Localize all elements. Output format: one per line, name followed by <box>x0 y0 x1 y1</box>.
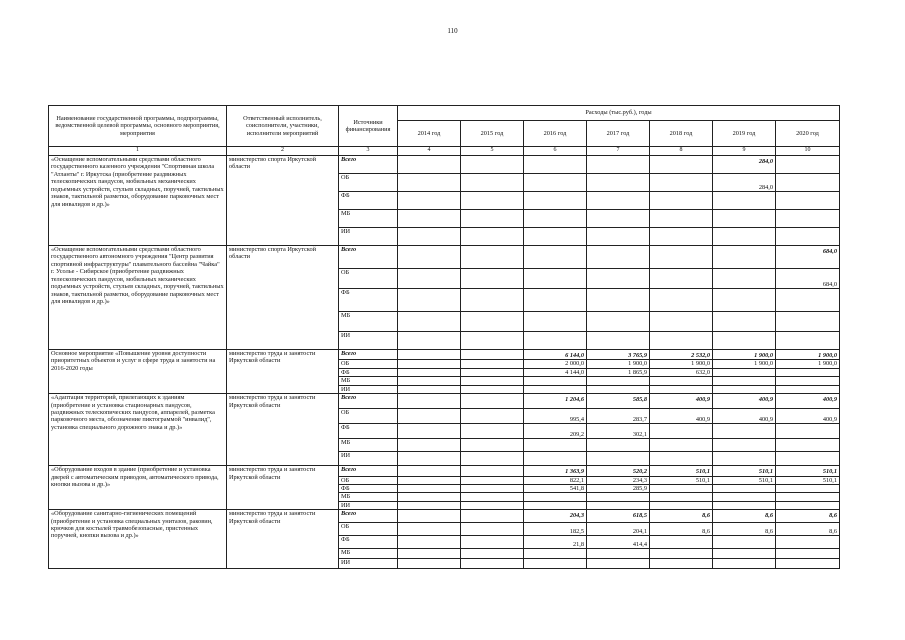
expense-value <box>398 228 461 246</box>
header-year: 2014 год <box>398 121 461 147</box>
column-number: 2 <box>227 147 339 156</box>
expense-value <box>776 228 840 246</box>
expense-value: 1 865,9 <box>587 368 650 376</box>
expense-value: 2 000,0 <box>524 360 587 368</box>
funding-source: ИИ <box>339 559 398 569</box>
funding-source: Всего <box>339 394 398 409</box>
expense-value <box>461 156 524 174</box>
expense-value <box>650 501 713 509</box>
expense-value: 510,1 <box>650 466 713 476</box>
expense-value: 8,6 <box>713 523 776 536</box>
funding-source: Всего <box>339 156 398 174</box>
activity-name: «Оснащение вспомогательными средствами областного государственного автономного учреждения "Центр развития спортивной инфраструктуры" плавательного бассейна "Чайка" г. Усолье - Сибирское (приобретение раздвижных телескопических пандусов, мобильных механических подъемных устройств, стульев складных, поручней, тактильных знаков, тактильной разметки, оборудование парковочных мест для инвалидов и др.)» <box>49 246 227 350</box>
funding-source: ИИ <box>339 228 398 246</box>
expense-value <box>587 210 650 228</box>
expense-value <box>587 246 650 269</box>
expense-value <box>398 210 461 228</box>
expense-value <box>398 394 461 409</box>
expense-value: 400,9 <box>713 394 776 409</box>
expense-value <box>461 424 524 439</box>
expense-value <box>587 192 650 210</box>
expense-value: 209,2 <box>524 424 587 439</box>
expense-value <box>524 156 587 174</box>
table-row <box>49 156 840 174</box>
responsible-executor: министерство труда и занятости Иркутской области <box>227 510 339 569</box>
header-year: 2015 год <box>461 121 524 147</box>
expense-value <box>713 501 776 509</box>
expense-value <box>461 476 524 484</box>
expense-value: 284,0 <box>713 174 776 192</box>
expense-value <box>587 549 650 559</box>
expense-value <box>713 549 776 559</box>
funding-source: ОБ <box>339 523 398 536</box>
expense-value <box>461 377 524 385</box>
funding-source: ФБ <box>339 192 398 210</box>
table-row <box>49 466 840 476</box>
column-number: 4 <box>398 147 461 156</box>
expense-value <box>776 439 840 452</box>
expense-value <box>776 192 840 210</box>
expense-value <box>713 377 776 385</box>
expense-value: 632,0 <box>650 368 713 376</box>
activity-name: «Адаптация территорий, прилегающих к зданиям (приобретение и установка стационарных пандусов, раздвижных телескопических пандусов, аппарелей, разметка парковочного места, обозначение пиктограммой "инвалид", установка специального дорожного знака и др.)» <box>49 394 227 466</box>
expense-value <box>461 312 524 332</box>
expense-value <box>461 228 524 246</box>
activity-name: «Оснащение вспомогательными средствами областного государственного казенного учреждения "Спортивная школа "Атланты" г. Иркутска (приобретение раздвижных телескопических пандусов, мобильных механических подъемных устройств, стульев складных, поручней, тактильных знаков, тактильной разметки, оборудование парковочных мест для инвалидов и др.)» <box>49 156 227 246</box>
expense-value <box>461 501 524 509</box>
responsible-executor: министерство труда и занятости Иркутской области <box>227 466 339 510</box>
expense-value <box>776 452 840 466</box>
expense-value <box>587 452 650 466</box>
expense-value: 400,9 <box>650 394 713 409</box>
expense-value <box>398 174 461 192</box>
expense-value <box>776 493 840 501</box>
funding-source: ИИ <box>339 452 398 466</box>
expense-value <box>524 289 587 312</box>
expense-value <box>713 289 776 312</box>
expense-value <box>461 510 524 523</box>
expense-value: 1 900,0 <box>650 360 713 368</box>
expense-value <box>461 350 524 360</box>
funding-source: ИИ <box>339 332 398 350</box>
funding-source: ОБ <box>339 174 398 192</box>
expense-value <box>461 452 524 466</box>
expense-value: 684,0 <box>776 269 840 289</box>
expense-value: 1 900,0 <box>713 350 776 360</box>
expense-value <box>650 269 713 289</box>
expense-value: 541,8 <box>524 484 587 492</box>
expense-value: 1 900,0 <box>587 360 650 368</box>
funding-source: ОБ <box>339 269 398 289</box>
expense-value <box>524 332 587 350</box>
expense-value <box>776 536 840 549</box>
table-row <box>49 350 840 360</box>
expense-value <box>524 501 587 509</box>
expense-value: 234,3 <box>587 476 650 484</box>
expense-value <box>461 439 524 452</box>
expense-value <box>713 536 776 549</box>
expense-value <box>398 409 461 424</box>
expense-value <box>713 246 776 269</box>
expense-value: 283,7 <box>587 409 650 424</box>
expense-value <box>587 228 650 246</box>
expense-value <box>713 493 776 501</box>
expense-value <box>524 246 587 269</box>
expense-value: 510,1 <box>713 466 776 476</box>
expense-value <box>713 385 776 393</box>
expense-value: 400,9 <box>776 409 840 424</box>
expense-value <box>461 174 524 192</box>
funding-source: ФБ <box>339 484 398 492</box>
expense-value <box>587 174 650 192</box>
expense-value <box>461 523 524 536</box>
expense-value <box>776 174 840 192</box>
expense-value <box>650 439 713 452</box>
expense-value: 8,6 <box>650 523 713 536</box>
expense-value <box>461 484 524 492</box>
expense-value <box>650 484 713 492</box>
expense-value <box>398 289 461 312</box>
expense-value <box>524 385 587 393</box>
expense-value <box>524 549 587 559</box>
expense-value <box>398 452 461 466</box>
expense-value <box>398 360 461 368</box>
funding-source: Всего <box>339 246 398 269</box>
expense-value <box>713 368 776 376</box>
funding-source: ФБ <box>339 424 398 439</box>
expense-value <box>398 156 461 174</box>
expense-value <box>650 424 713 439</box>
expense-value <box>398 466 461 476</box>
funding-source: МБ <box>339 549 398 559</box>
expense-value: 8,6 <box>776 510 840 523</box>
expense-value <box>398 269 461 289</box>
expense-value <box>398 385 461 393</box>
expense-value <box>713 452 776 466</box>
expense-value: 520,2 <box>587 466 650 476</box>
expense-value <box>524 559 587 569</box>
expense-value <box>650 192 713 210</box>
expense-value <box>587 312 650 332</box>
expense-value <box>398 484 461 492</box>
expense-value <box>398 493 461 501</box>
expense-value <box>398 559 461 569</box>
expense-value <box>524 228 587 246</box>
expense-value <box>587 289 650 312</box>
header-year: 2016 год <box>524 121 587 147</box>
expense-value <box>713 424 776 439</box>
expense-value <box>587 493 650 501</box>
funding-source: ОБ <box>339 360 398 368</box>
expense-value <box>650 549 713 559</box>
expense-value: 285,9 <box>587 484 650 492</box>
activity-name: «Оборудование санитарно-гигиенических помещений (приобретение и установка специальных унитазов, раковин, крючков для костылей травмобезопасные, пристенных поручней, кнопки вызова и др.)» <box>49 510 227 569</box>
expense-value <box>650 228 713 246</box>
expense-value <box>776 210 840 228</box>
column-number: 3 <box>339 147 398 156</box>
table-row <box>49 246 840 269</box>
expense-value: 8,6 <box>776 523 840 536</box>
expense-value: 8,6 <box>650 510 713 523</box>
expense-value <box>587 332 650 350</box>
expense-value: 21,8 <box>524 536 587 549</box>
expense-value <box>650 452 713 466</box>
column-number: 7 <box>587 147 650 156</box>
expense-value <box>524 312 587 332</box>
expense-value: 1 900,0 <box>713 360 776 368</box>
expense-value <box>398 192 461 210</box>
expense-value <box>713 439 776 452</box>
expense-value: 822,1 <box>524 476 587 484</box>
expense-value <box>398 510 461 523</box>
expense-value <box>587 269 650 289</box>
table-row <box>49 394 840 409</box>
expense-value: 1 900,0 <box>776 350 840 360</box>
expense-value <box>461 394 524 409</box>
responsible-executor: министерство спорта Иркутской области <box>227 246 339 350</box>
expense-value <box>398 377 461 385</box>
table-row <box>49 510 840 523</box>
expense-value <box>776 289 840 312</box>
expense-value <box>461 466 524 476</box>
expense-value <box>713 192 776 210</box>
funding-source: ИИ <box>339 385 398 393</box>
funding-source: МБ <box>339 210 398 228</box>
expense-value <box>461 192 524 210</box>
expense-value: 510,1 <box>713 476 776 484</box>
expense-value <box>650 559 713 569</box>
expense-value: 510,1 <box>776 466 840 476</box>
funding-source: МБ <box>339 439 398 452</box>
expense-value <box>713 559 776 569</box>
column-number: 6 <box>524 147 587 156</box>
expense-value: 1 900,0 <box>776 360 840 368</box>
expense-value: 3 765,9 <box>587 350 650 360</box>
expense-value <box>524 210 587 228</box>
header-year: 2017 год <box>587 121 650 147</box>
header-year: 2020 год <box>776 121 840 147</box>
expense-value <box>524 269 587 289</box>
expense-value: 1 363,9 <box>524 466 587 476</box>
funding-source: МБ <box>339 493 398 501</box>
expense-value: 204,1 <box>587 523 650 536</box>
column-number: 9 <box>713 147 776 156</box>
expense-value <box>461 559 524 569</box>
expense-value <box>461 289 524 312</box>
expense-value <box>398 439 461 452</box>
expense-value: 204,3 <box>524 510 587 523</box>
budget-table <box>48 105 840 569</box>
expense-value <box>461 385 524 393</box>
funding-source: Всего <box>339 350 398 360</box>
expense-value <box>776 385 840 393</box>
activity-name: «Оборудование входов в здание (приобретение и установка дверей с автоматическим приводом, автоматического привода, кнопки вызова и др.)» <box>49 466 227 510</box>
header-name-column: Наименование государственной программы, подпрограммы, ведомственной целевой программы, основного мероприятия, мероприятия <box>49 106 227 147</box>
column-number: 10 <box>776 147 840 156</box>
expense-value <box>461 493 524 501</box>
header-source-column: Источники финансирования <box>339 106 398 147</box>
expense-value <box>398 549 461 559</box>
expense-value <box>776 549 840 559</box>
expense-value <box>776 312 840 332</box>
expense-value <box>650 156 713 174</box>
expense-value <box>398 332 461 350</box>
expense-value <box>713 269 776 289</box>
expense-value: 400,9 <box>713 409 776 424</box>
expense-value <box>587 156 650 174</box>
expense-value: 2 532,0 <box>650 350 713 360</box>
expense-value <box>524 192 587 210</box>
expense-value <box>713 210 776 228</box>
expense-value <box>524 493 587 501</box>
expense-value <box>650 246 713 269</box>
expense-value <box>713 332 776 350</box>
funding-source: ФБ <box>339 368 398 376</box>
expense-value: 4 144,0 <box>524 368 587 376</box>
expense-value: 684,0 <box>776 246 840 269</box>
expense-value: 400,9 <box>776 394 840 409</box>
expense-value <box>398 312 461 332</box>
expense-value <box>398 350 461 360</box>
expense-value <box>587 439 650 452</box>
expense-value: 400,9 <box>650 409 713 424</box>
column-number: 1 <box>49 147 227 156</box>
expense-value <box>398 246 461 269</box>
funding-source: МБ <box>339 377 398 385</box>
expense-value <box>650 536 713 549</box>
expense-value <box>650 385 713 393</box>
responsible-executor: министерство труда и занятости Иркутской области <box>227 350 339 394</box>
funding-source: ИИ <box>339 501 398 509</box>
expense-value <box>776 332 840 350</box>
expense-value <box>398 424 461 439</box>
expense-value <box>398 368 461 376</box>
expense-value <box>776 156 840 174</box>
expense-value <box>524 174 587 192</box>
expense-value <box>461 210 524 228</box>
expense-value <box>461 549 524 559</box>
responsible-executor: министерство труда и занятости Иркутской области <box>227 394 339 466</box>
funding-source: ФБ <box>339 536 398 549</box>
expense-value: 6 144,0 <box>524 350 587 360</box>
header-year: 2019 год <box>713 121 776 147</box>
header-year: 2018 год <box>650 121 713 147</box>
expense-value <box>461 409 524 424</box>
expense-value <box>650 174 713 192</box>
expense-value <box>776 368 840 376</box>
expense-value <box>776 501 840 509</box>
expense-value <box>650 312 713 332</box>
expense-value <box>587 385 650 393</box>
expense-value <box>776 377 840 385</box>
expense-value <box>524 377 587 385</box>
responsible-executor: министерство спорта Иркутской области <box>227 156 339 246</box>
expense-value <box>650 377 713 385</box>
header-executor-column: Ответственный исполнитель, соисполнители, участники, исполнители мероприятий <box>227 106 339 147</box>
funding-source: ОБ <box>339 409 398 424</box>
expense-value <box>650 289 713 312</box>
expense-value <box>650 332 713 350</box>
expense-value <box>776 559 840 569</box>
expense-value <box>461 332 524 350</box>
expense-value <box>461 360 524 368</box>
expense-value: 618,5 <box>587 510 650 523</box>
expense-value: 302,1 <box>587 424 650 439</box>
column-number: 8 <box>650 147 713 156</box>
expense-value <box>713 484 776 492</box>
expense-value <box>398 501 461 509</box>
expense-value: 510,1 <box>650 476 713 484</box>
expense-value <box>398 476 461 484</box>
page-number: 110 <box>447 27 458 35</box>
expense-value <box>713 228 776 246</box>
expense-value <box>461 368 524 376</box>
expense-value: 585,8 <box>587 394 650 409</box>
expense-value <box>587 559 650 569</box>
funding-source: Всего <box>339 466 398 476</box>
expense-value: 995,4 <box>524 409 587 424</box>
expense-value <box>587 377 650 385</box>
expense-value <box>587 501 650 509</box>
expense-value: 182,5 <box>524 523 587 536</box>
funding-source: МБ <box>339 312 398 332</box>
funding-source: ОБ <box>339 476 398 484</box>
expense-value: 284,0 <box>713 156 776 174</box>
expense-value <box>650 210 713 228</box>
expense-value <box>461 269 524 289</box>
expense-value <box>776 424 840 439</box>
expense-value: 510,1 <box>776 476 840 484</box>
expense-value <box>713 312 776 332</box>
expense-value: 1 204,6 <box>524 394 587 409</box>
header-expenses-title: Расходы (тыс.руб.), годы <box>398 106 840 121</box>
column-number: 5 <box>461 147 524 156</box>
expense-value: 414,4 <box>587 536 650 549</box>
funding-source: Всего <box>339 510 398 523</box>
expense-value: 8,6 <box>713 510 776 523</box>
expense-value <box>398 536 461 549</box>
expense-value <box>461 246 524 269</box>
funding-source: ФБ <box>339 289 398 312</box>
expense-value <box>461 536 524 549</box>
activity-name: Основное мероприятие «Повышение уровня доступности приоритетных объектов и услуг в сфере труда и занятости на 2016-2020 годы <box>49 350 227 394</box>
expense-value <box>524 452 587 466</box>
expense-value <box>650 493 713 501</box>
expense-value <box>398 523 461 536</box>
expense-value <box>776 484 840 492</box>
expense-value <box>524 439 587 452</box>
